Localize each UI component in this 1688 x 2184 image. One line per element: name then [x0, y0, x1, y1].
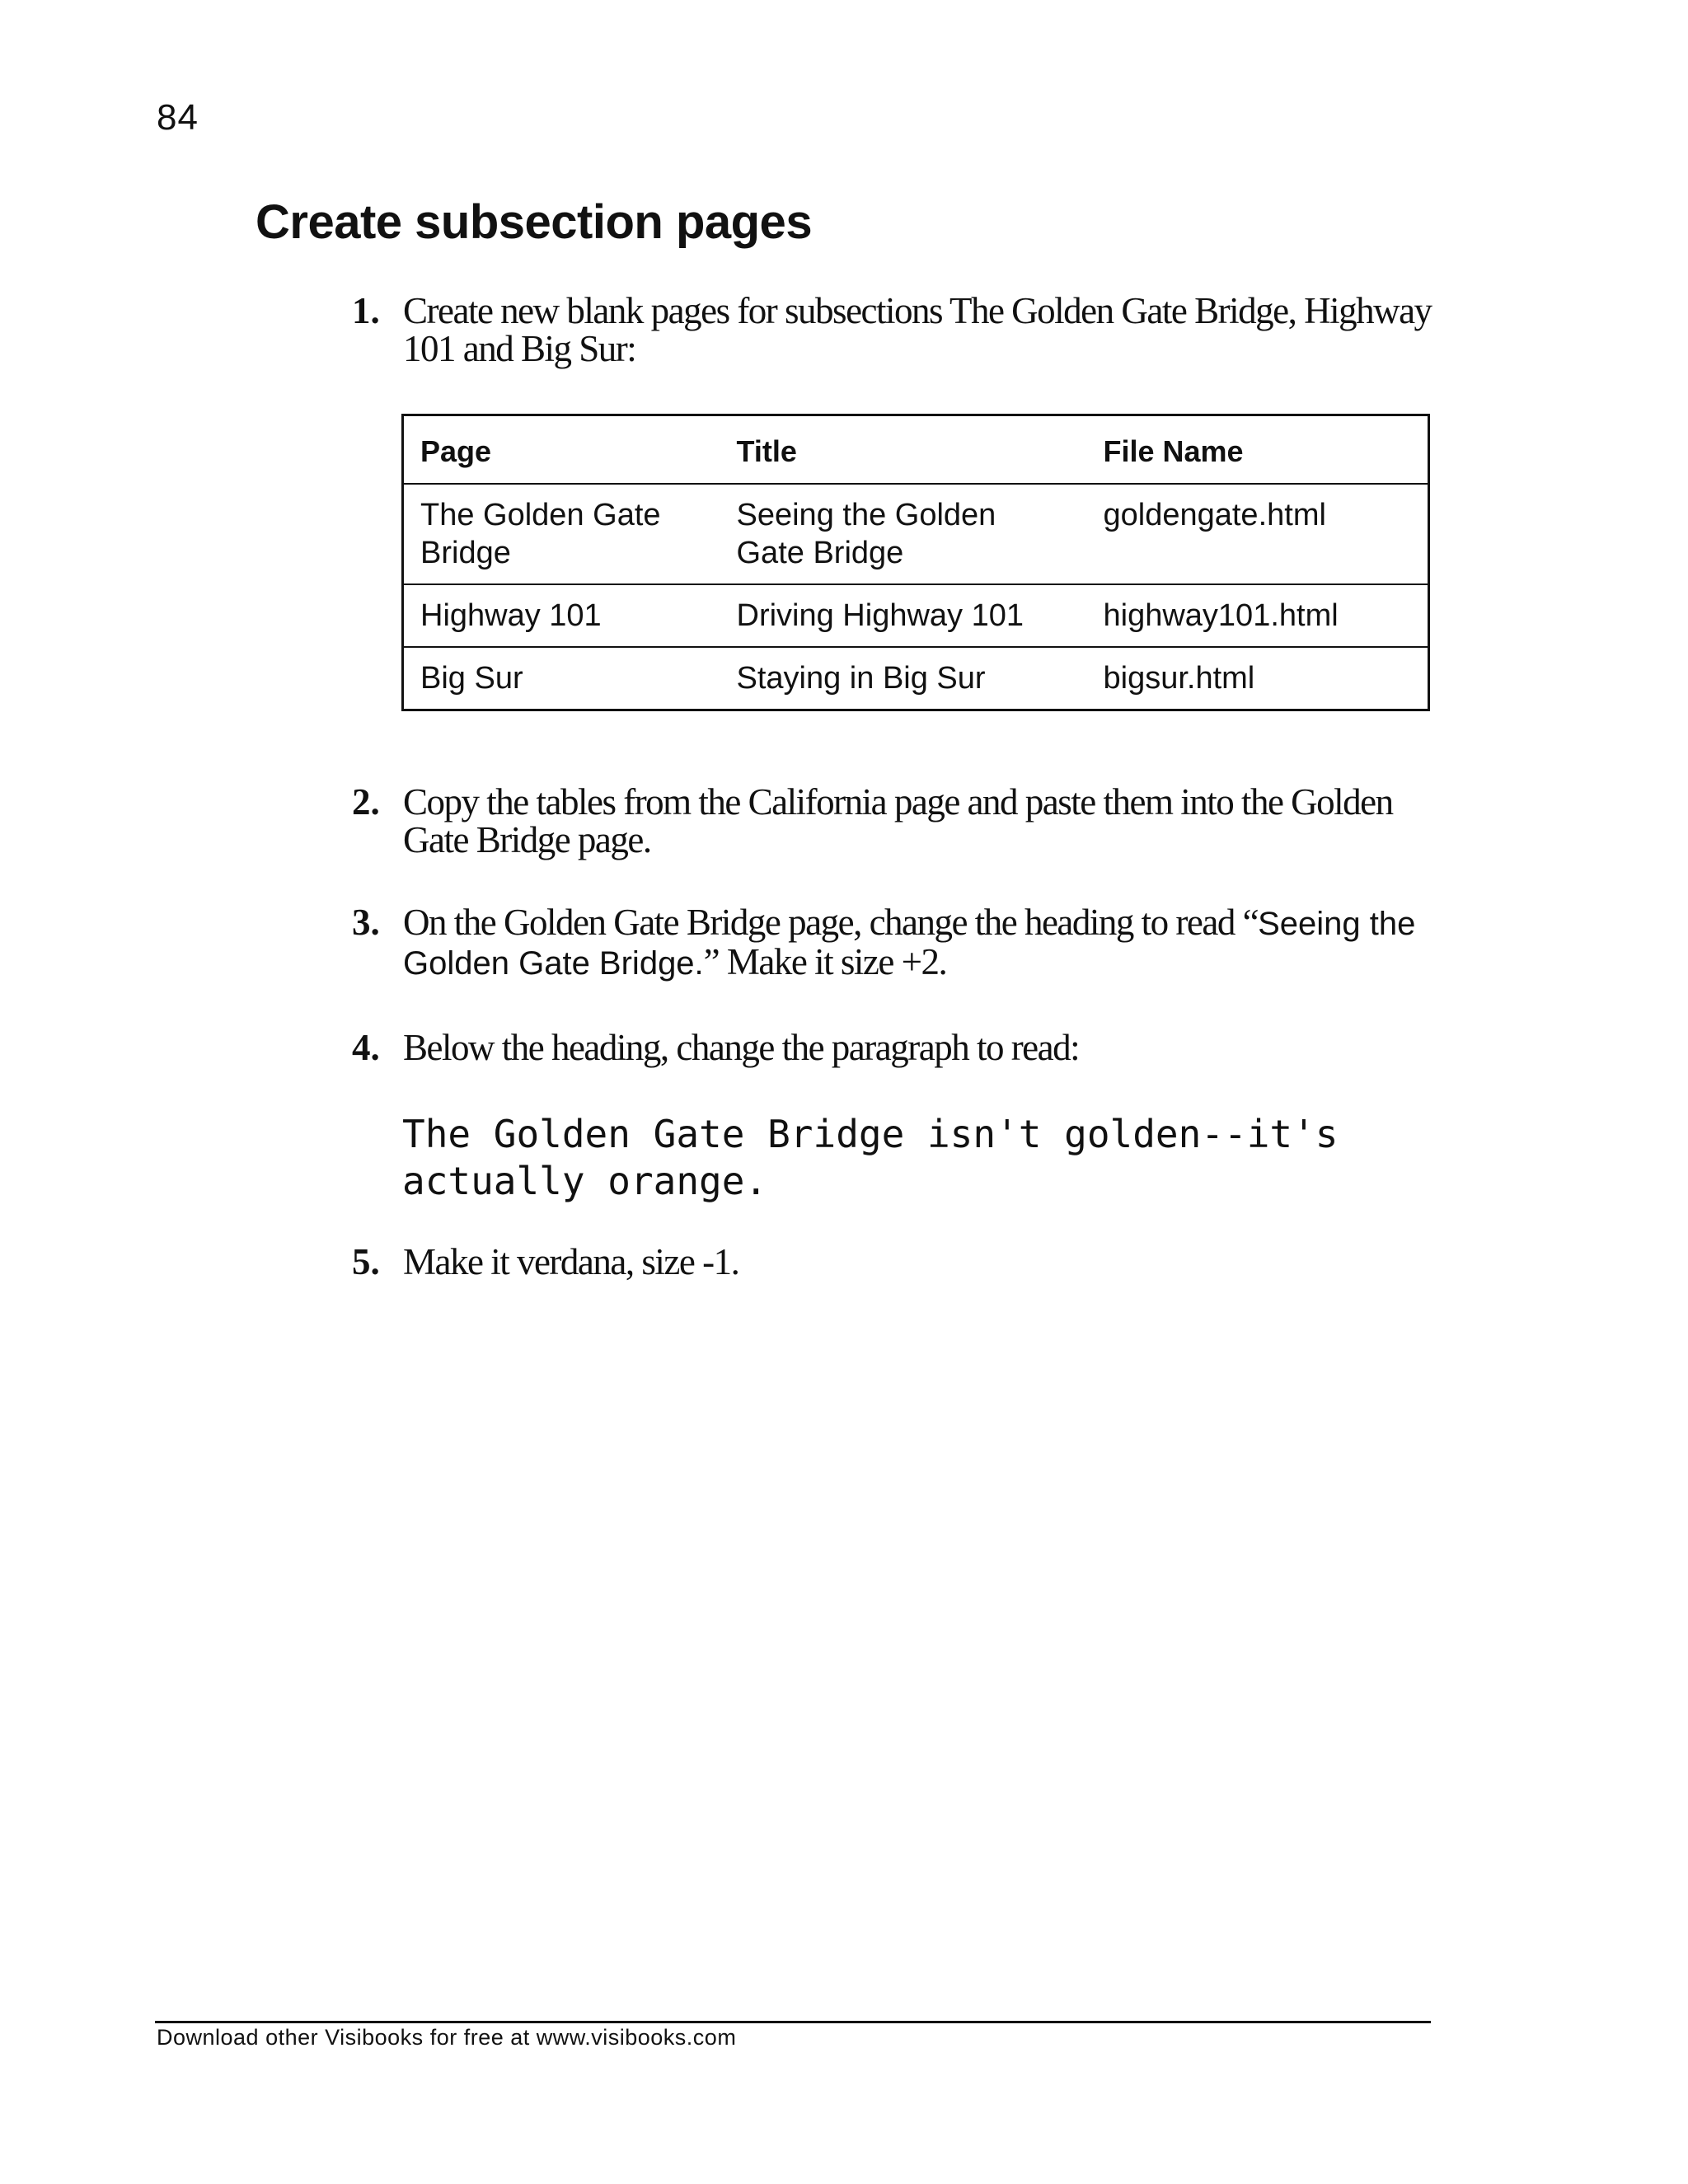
step-text-before: On the Golden Gate Bridge page, change the heading to read “	[403, 902, 1259, 943]
footer-text: Download other Visibooks for free at www.visibooks.com	[157, 2025, 737, 2050]
cell-title: Seeing the Golden Gate Bridge	[720, 484, 1087, 584]
page-number: 84	[157, 97, 199, 138]
cell-page: The Golden Gate Bridge	[403, 484, 720, 584]
table-row	[403, 484, 1429, 584]
step-number: 5.	[352, 1241, 380, 1282]
step-text	[403, 903, 1450, 982]
cell-page: Big Sur	[403, 647, 720, 710]
step-text: Below the heading, change the paragraph to read:	[403, 1027, 1080, 1068]
cell-title: Staying in Big Sur	[720, 647, 1087, 710]
subsection-pages-table	[401, 414, 1430, 711]
step-number: 1.	[352, 290, 380, 331]
cell-file-name: highway101.html	[1087, 584, 1429, 647]
header-file-name: File Name	[1087, 415, 1429, 484]
step-number: 4.	[352, 1027, 380, 1068]
section-heading: Create subsection pages	[256, 195, 813, 249]
cell-page: Highway 101	[403, 584, 720, 647]
cell-file-name: bigsur.html	[1087, 647, 1429, 710]
header-title: Title	[720, 415, 1087, 484]
step-number: 2.	[352, 781, 380, 823]
step-text: Create new blank pages for subsections The Golden Gate Bridge, Highway 101 and Big Sur:	[403, 290, 1432, 369]
table-header-row	[403, 415, 1429, 484]
step-text: Make it verdana, size -1.	[403, 1241, 739, 1282]
header-page: Page	[403, 415, 720, 484]
cell-title: Driving Highway 101	[720, 584, 1087, 647]
footer-rule	[155, 2021, 1431, 2023]
heading-example-text: Seeing the Golden Gate Bridge.	[403, 906, 1416, 982]
step-text-after: ” Make it size +2.	[703, 941, 947, 982]
table-row	[403, 647, 1429, 710]
code-paragraph: The Golden Gate Bridge isn't golden--it's actually orange.	[402, 1112, 1339, 1203]
step-number: 3.	[352, 902, 380, 943]
cell-file-name: goldengate.html	[1087, 484, 1429, 584]
step-text: Copy the tables from the California page and paste them into the Golden Gate Bridge page.	[403, 781, 1393, 860]
table-row	[403, 584, 1429, 647]
